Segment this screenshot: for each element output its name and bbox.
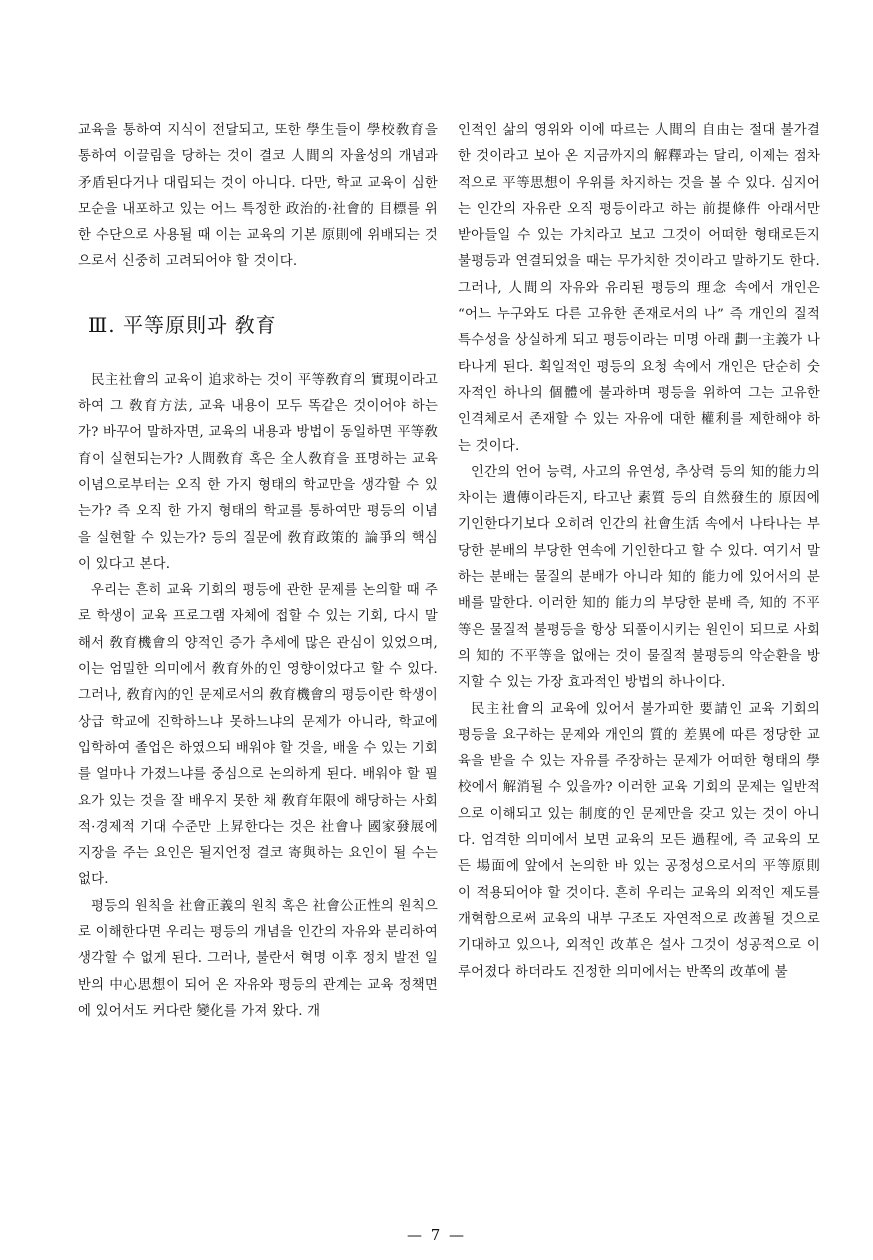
right-column (458, 118, 820, 986)
left-column (78, 118, 438, 1025)
paragraph: 교육을 통하여 지식이 전달되고, 또한 學生들이 學校敎育을 통하여 이끌림을 당하는 것이 결코 人間의 자율성의 개념과 矛盾된다거나 대립되는 것이 아니다. 다만, 학교 교육이 심한 모순을 내포하고 있는 어느 특정한 政治的·社會的 目標를 위한 수단으로 사용될 때 이는 교육의 기본 原則에 위배되는 것으로서 신중히 고려되어야 할 것이다. (78, 123, 438, 270)
paragraph: 평등의 원칙을 社會正義의 원칙 혹은 社會公正性의 원칙으로 이해한다면 우리는 평등의 개념을 인간의 자유와 분리하여 생각할 수 없게 된다. 그러나, 불란서 혁명 이후 정치 발전 일반의 中心思想이 되어 온 자유와 평등의 관계는 교육 정책면에 있어서도 커다란 變化를 가져 왔다. 개 (78, 898, 438, 1019)
paragraph: 民主社會의 교육에 있어서 불가피한 要請인 교육 기회의 평등을 요구하는 문제와 개인의 質的 差異에 따른 정당한 교육을 받을 수 있는 자유를 주장하는 문제가 어떠한 형태의 學校에서 解消될 수 있을까? 이러한 교육 기회의 문제는 일반적으로 이해되고 있는 制度的인 문제만을 갖고 있는 것이 아니다. 엄격한 의미에서 보면 교육의 모든 過程에, 즉 교육의 모든 場面에 앞에서 논의한 바 있는 공정성으로서의 平等原則이 적용되어야 할 것이다. 흔히 우리는 교육의 외적인 제도를 개혁함으로써 교육의 내부 구조도 자연적으로 改善될 것으로 기대하고 있으나, 외적인 改革은 설사 그것이 성공적으로 이루어졌다 하더라도 진정한 의미에서는 반쪽의 改革에 불 (458, 701, 820, 980)
section-heading: Ⅲ. 平等原則과 敎育 (88, 312, 277, 337)
page-number: — 7 — (406, 1226, 467, 1244)
paragraph: 인적인 삶의 영위와 이에 따르는 人間의 自由는 절대 불가결한 것이라고 보아 온 지금까지의 解釋과는 달리, 이제는 점차적으로 平等思想이 우위를 차지하는 것을 볼 수 있다. 심지어는 인간의 자유란 오직 평등이라고 하는 前提條件 아래서만 받아들일 수 있는 가치라고 보고 그것이 어떠한 형태로든지 불평등과 연결되었을 때는 무가치한 것이라고 말하기도 한다. 그러나, 人間의 자유와 유리된 평등의 理念 속에서 개인은 “어느 누구와도 다른 고유한 존재로서의 나” 즉 개인의 질적 특수성을 상실하게 되고 평등이라는 미명 아래 劃一主義가 나타나게 된다. 획일적인 평등의 요청 속에서 개인은 단순히 숫자적인 하나의 個體에 불과하며 평등을 위하여 그는 고유한 인격체로서 존재할 수 있는 자유에 대한 權利를 제한해야 하는 것이다. (458, 123, 820, 454)
paragraph: 우리는 흔히 교육 기회의 평등에 관한 문제를 논의할 때 주로 학생이 교육 프로그램 자체에 접할 수 있는 기회, 다시 말해서 敎育機會의 양적인 증가 추세에 많은 관심이 있었으며, 이는 엄밀한 의미에서 敎育外的인 영향이었다고 할 수 있다. 그러나, 敎育內的인 문제로서의 敎育機會의 평등이란 학생이 상급 학교에 진학하느냐 못하느냐의 문제가 아니라, 학교에 입학하여 졸업은 하였으되 배워야 할 것을, 배울 수 있는 기회를 얼마나 가졌느냐를 중심으로 논의하게 된다. 배워야 할 필요가 있는 것을 잘 배우지 못한 채 敎育年限에 해당하는 사회적·경제적 기대 수준만 上昇한다는 것은 社會나 國家發展에 지장을 주는 요인은 될지언정 결코 寄與하는 요인이 될 수는 없다. (78, 583, 438, 888)
paragraph: 民主社會의 교육이 追求하는 것이 平等敎育의 實現이라고 하여 그 敎育方法, 교육 내용이 모두 똑같은 것이어야 하는가? 바꾸어 말하자면, 교육의 내용과 방법이 동일하면 平等敎育이 실현되는가? 人間敎育 혹은 全人敎育을 표명하는 교육 이념으로부터는 오직 한 가지 형태의 학교만을 생각할 수 있는가? 즉 오직 한 가지 형태의 학교를 통하여만 평등의 이념을 실현할 수 있는가? 등의 질문에 敎育政策的 論爭의 핵심이 있다고 본다. (78, 372, 438, 572)
paragraph: 인간의 언어 능력, 사고의 유연성, 추상력 등의 知的能力의 차이는 遺傳이라든지, 타고난 素質 등의 自然發生的 原因에 기인한다기보다 오히려 인간의 社會生活 속에서 나타나는 부당한 분배의 부당한 연속에 기인한다고 할 수 있다. 여기서 말하는 분배는 물질의 분배가 아니라 知的 能力에 있어서의 분배를 말한다. 이러한 知的 能力의 부당한 분배 즉, 知的 不平等은 물질적 불평등을 항상 되풀이시키는 원인이 되므로 사회의 知的 不平等을 없애는 것이 물질적 불평등의 악순환을 방지할 수 있는 가장 효과적인 방법의 하나이다. (458, 464, 820, 691)
